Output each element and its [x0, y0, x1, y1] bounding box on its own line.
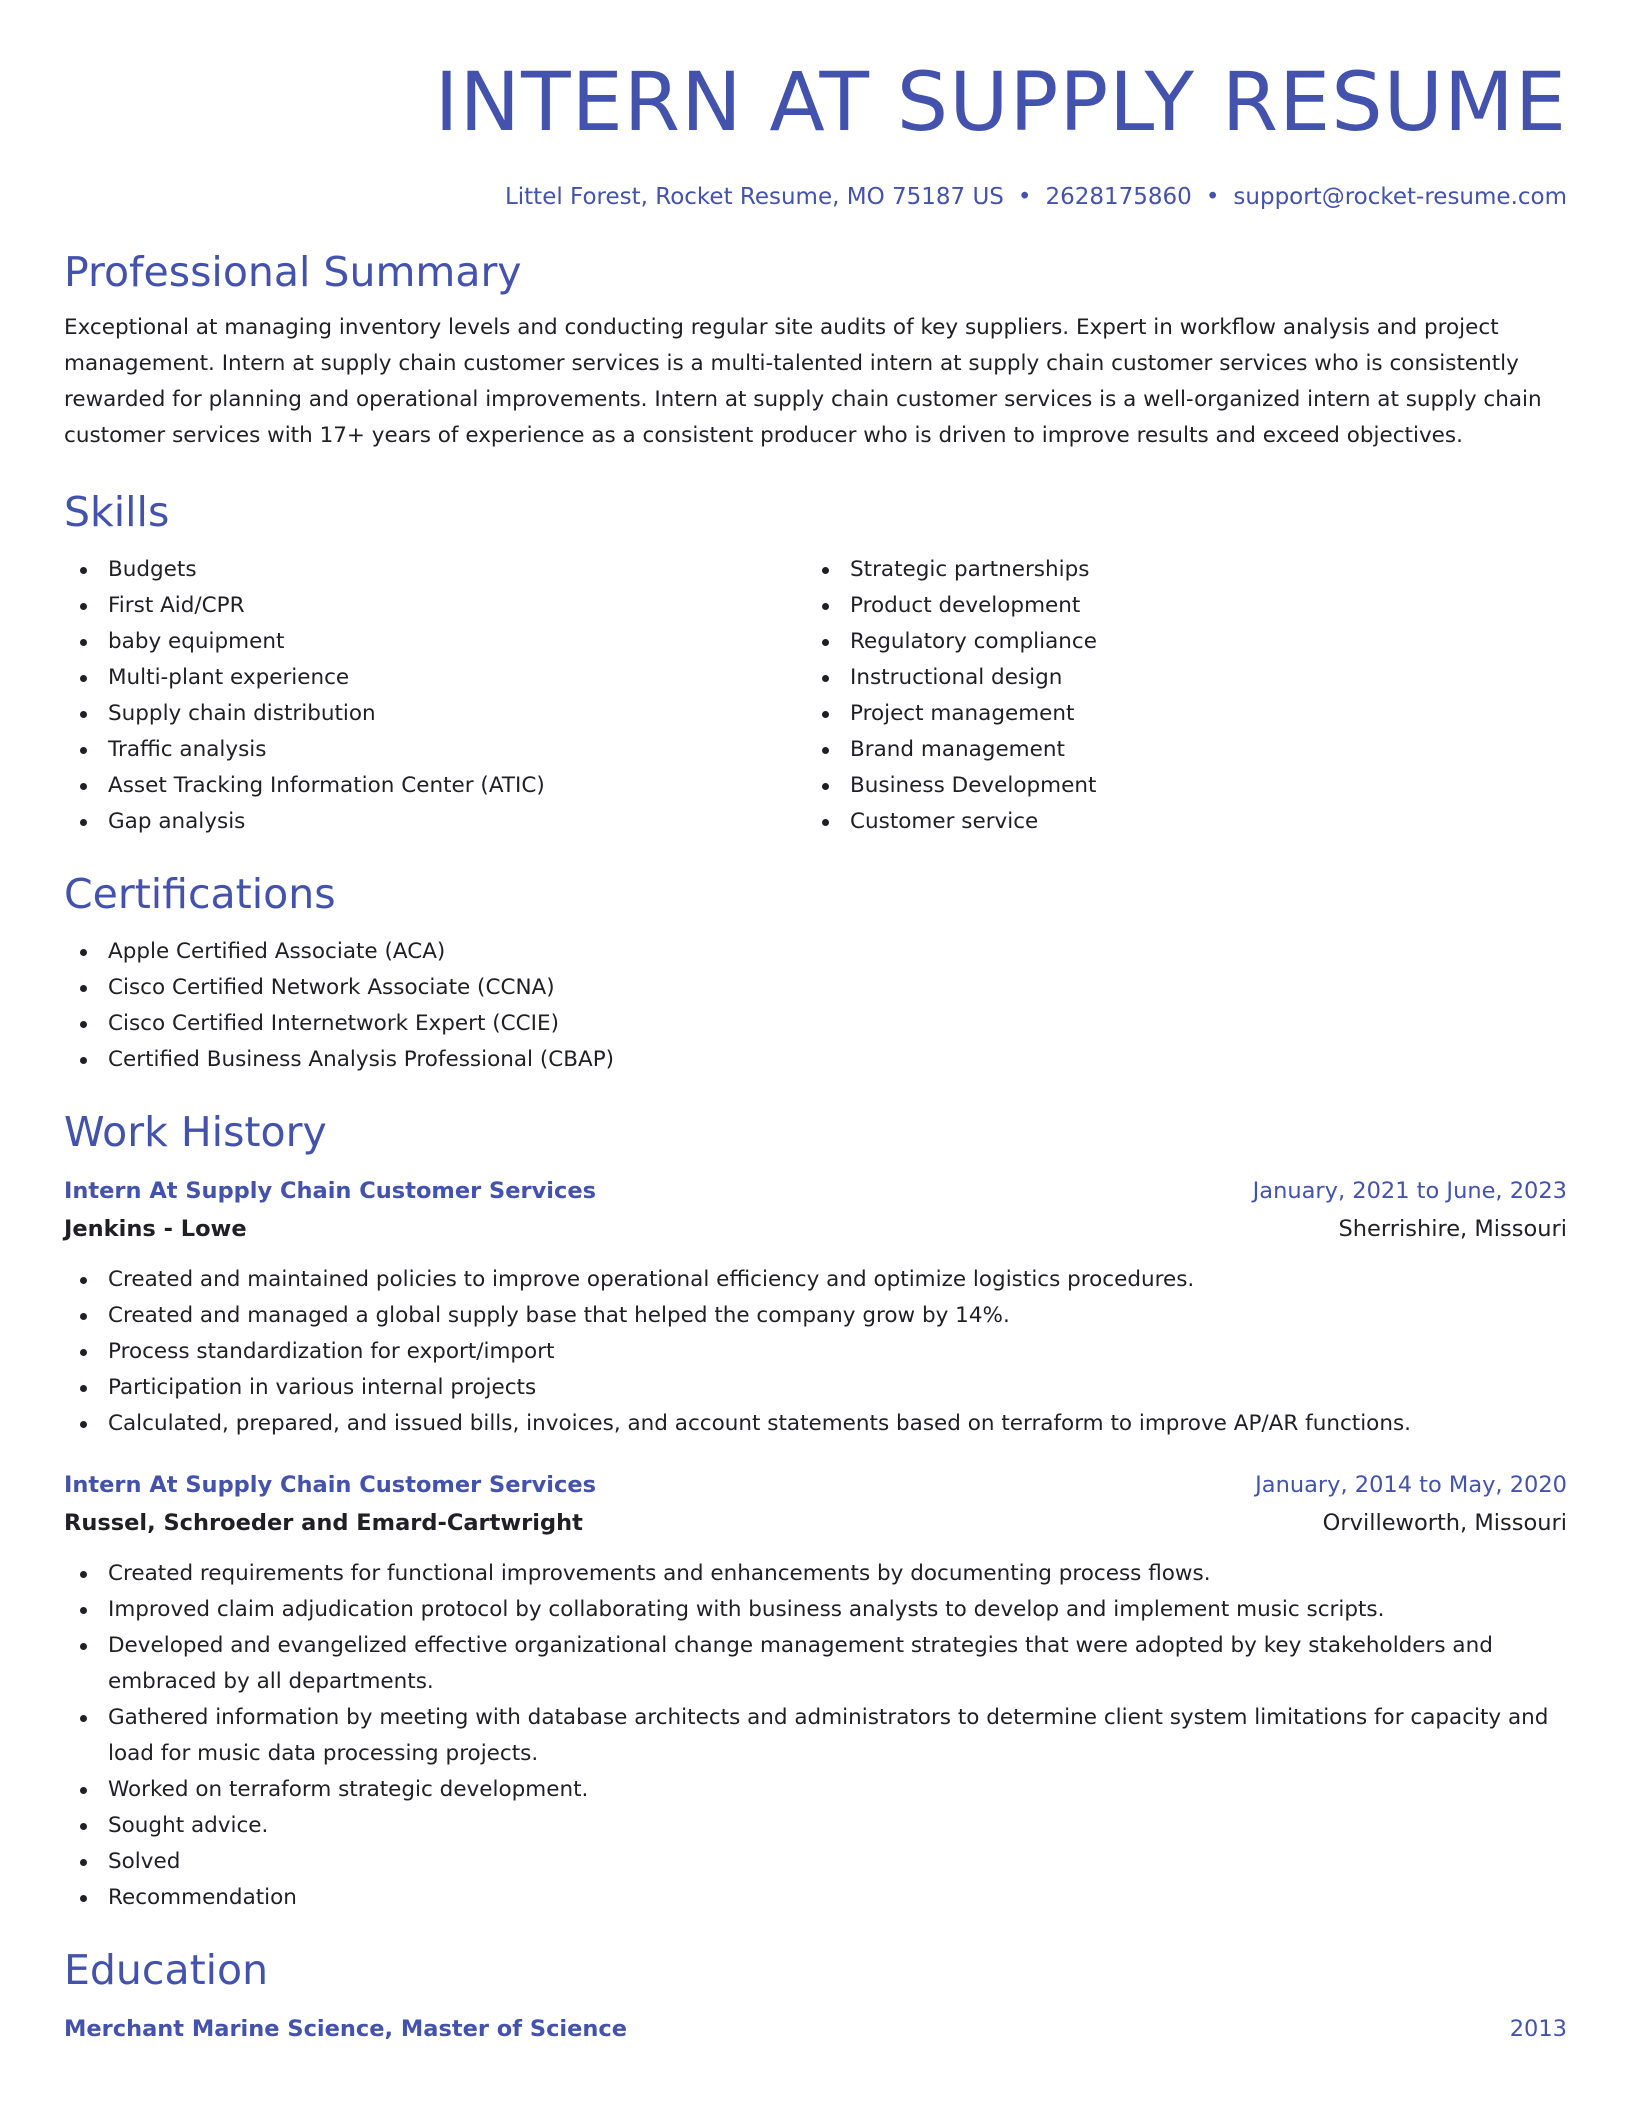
- job-company: Jenkins - Lowe: [64, 1216, 247, 1242]
- job-entry: [64, 1172, 1567, 1442]
- job-bullet: Sought advice.: [64, 1808, 1567, 1844]
- skills-section: [64, 484, 1567, 840]
- certifications-section: [64, 866, 1567, 1078]
- certifications-list: [64, 934, 1567, 1078]
- skill-item: Project management: [806, 696, 1548, 732]
- job-company: Russel, Schroeder and Emard-Cartwright: [64, 1510, 583, 1536]
- certification-item: Apple Certified Associate (ACA): [64, 934, 1567, 970]
- job-dates: January, 2021 to June, 2023: [1252, 1178, 1567, 1204]
- certifications-heading: Certifications: [64, 870, 336, 918]
- summary-section: [64, 244, 1567, 454]
- certification-item: Cisco Certified Network Associate (CCNA): [64, 970, 1567, 1006]
- job-title: Intern At Supply Chain Customer Services: [64, 1472, 596, 1498]
- skill-item: Brand management: [806, 732, 1548, 768]
- education-section: [64, 1942, 1567, 2048]
- job-bullet: Gathered information by meeting with database architects and administrators to determine client system limitations for capacity and load for music data processing projects.: [64, 1700, 1567, 1772]
- job-bullets: [64, 1262, 1567, 1442]
- job-bullets: [64, 1556, 1567, 1916]
- skill-item: Product development: [806, 588, 1548, 624]
- education-degree: Merchant Marine Science, Master of Science: [64, 2016, 628, 2042]
- skills-grid: [64, 552, 1567, 840]
- skill-item: Strategic partnerships: [806, 552, 1548, 588]
- job-bullet: Created and managed a global supply base that helped the company grow by 14%.: [64, 1298, 1567, 1334]
- skills-heading: Skills: [64, 488, 170, 536]
- skill-item: Regulatory compliance: [806, 624, 1548, 660]
- resume-page: [64, 0, 1567, 2048]
- skill-item: baby equipment: [64, 624, 806, 660]
- contact-email[interactable]: support@rocket-resume.com: [1233, 184, 1567, 210]
- skill-item: Asset Tracking Information Center (ATIC): [64, 768, 806, 804]
- job-bullet: Improved claim adjudication protocol by collaborating with business analysts to develop and implement music scripts.: [64, 1592, 1567, 1628]
- job-title: Intern At Supply Chain Customer Services: [64, 1178, 596, 1204]
- skill-item: Budgets: [64, 552, 806, 588]
- job-title-row: [64, 1172, 1567, 1210]
- job-bullet: Calculated, prepared, and issued bills, invoices, and account statements based on terraform to improve AP/AR functions.: [64, 1406, 1567, 1442]
- education-heading: Education: [64, 1946, 269, 1994]
- skill-item: Multi-plant experience: [64, 660, 806, 696]
- job-bullet: Process standardization for export/import: [64, 1334, 1567, 1370]
- skill-item: Supply chain distribution: [64, 696, 806, 732]
- contact-address: Littel Forest, Rocket Resume, MO 75187 US: [504, 184, 1004, 210]
- job-entry: [64, 1466, 1567, 1916]
- skills-column-left: [64, 552, 806, 840]
- job-bullet: Created requirements for functional improvements and enhancements by documenting process flows.: [64, 1556, 1567, 1592]
- job-bullet: Developed and evangelized effective organizational change management strategies that were adopted by key stakeholders and embraced by all departments.: [64, 1628, 1567, 1700]
- education-row: [64, 2010, 1567, 2048]
- skill-item: Gap analysis: [64, 804, 806, 840]
- summary-heading: Professional Summary: [64, 248, 522, 296]
- contact-separator: •: [1017, 184, 1032, 210]
- job-dates: January, 2014 to May, 2020: [1255, 1472, 1567, 1498]
- skills-list-left: [64, 552, 806, 840]
- job-location: Orvilleworth, Missouri: [1322, 1510, 1567, 1536]
- skills-column-right: [806, 552, 1548, 840]
- education-year: 2013: [1509, 2016, 1567, 2042]
- job-bullet: Worked on terraform strategic development.: [64, 1772, 1567, 1808]
- skill-item: Business Development: [806, 768, 1548, 804]
- job-bullet: Participation in various internal projects: [64, 1370, 1567, 1406]
- certification-item: Certified Business Analysis Professional (CBAP): [64, 1042, 1567, 1078]
- job-title-row: [64, 1466, 1567, 1504]
- skill-item: Instructional design: [806, 660, 1548, 696]
- contact-phone[interactable]: 2628175860: [1045, 184, 1192, 210]
- work-history-section: [64, 1104, 1567, 1916]
- job-location: Sherrishire, Missouri: [1338, 1216, 1567, 1242]
- job-bullet: Recommendation: [64, 1880, 1567, 1916]
- contact-line: [64, 182, 1567, 212]
- job-bullet: Created and maintained policies to improve operational efficiency and optimize logistics procedures.: [64, 1262, 1567, 1298]
- job-bullet: Solved: [64, 1844, 1567, 1880]
- contact-separator: •: [1205, 184, 1220, 210]
- skill-item: Traffic analysis: [64, 732, 806, 768]
- job-company-row: [64, 1504, 1567, 1542]
- summary-text: Exceptional at managing inventory levels and conducting regular site audits of key suppliers. Expert in workflow analysis and project management. Intern at supply chain customer services is a multi-talented intern at supply chain customer services who is consistently rewarded for planning and operational improvements. Intern at supply chain customer services is a well-organized intern at supply chain customer services with 17+ years of experience as a consistent producer who is driven to improve results and exceed objectives.: [64, 315, 1542, 448]
- resume-title: INTERN AT SUPPLY RESUME: [434, 56, 1567, 150]
- skill-item: First Aid/CPR: [64, 588, 806, 624]
- job-company-row: [64, 1210, 1567, 1248]
- skill-item: Customer service: [806, 804, 1548, 840]
- certification-item: Cisco Certified Internetwork Expert (CCIE): [64, 1006, 1567, 1042]
- work-history-heading: Work History: [64, 1108, 327, 1156]
- skills-list-right: [806, 552, 1548, 840]
